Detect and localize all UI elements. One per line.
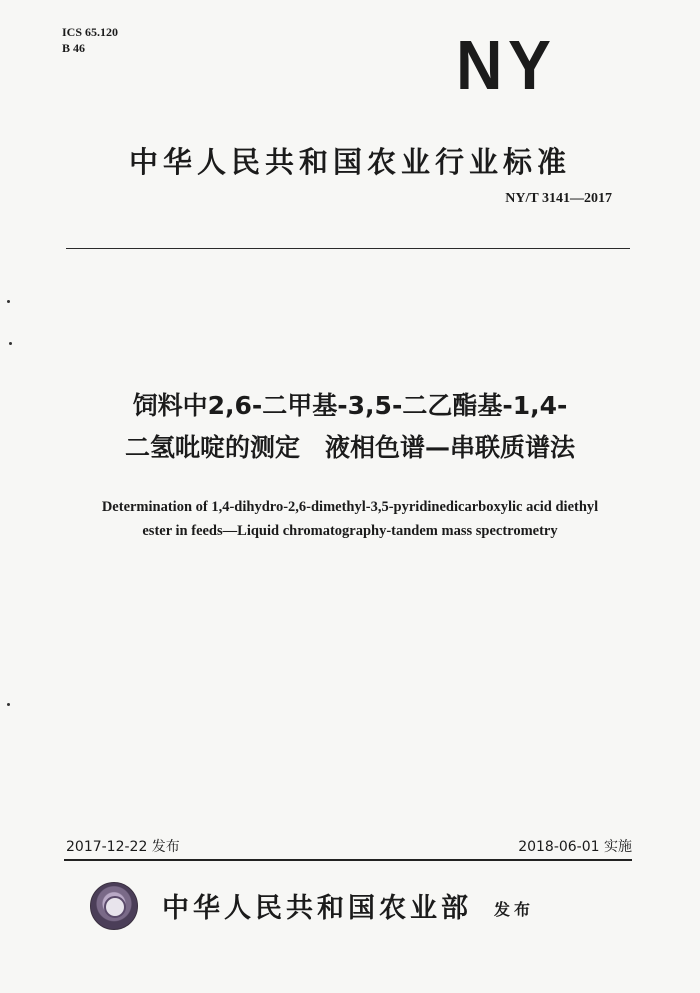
scan-speck (7, 703, 10, 706)
issue-label: 发布 (494, 900, 535, 919)
ministry-emblem-center (104, 896, 126, 918)
header-divider (66, 248, 630, 249)
standard-title: 中华人民共和国农业行业标准 (128, 145, 571, 179)
issue-date: 2017-12-22 发布 (66, 839, 180, 855)
chinese-title (0, 385, 700, 469)
ics-code: ICS 65.120 (62, 25, 119, 39)
footer-divider (64, 859, 632, 861)
implementation-date: 2018-06-01 实施 (518, 839, 632, 855)
english-title-line-1: Determination of 1,4-dihydro-2,6-dimethyl-3,5-pyridinedicarboxylic acid diethyl (101, 499, 599, 515)
chinese-title-line-2: 二氢吡啶的测定 液相色谱—串联质谱法 (124, 433, 575, 462)
scan-speck (9, 342, 12, 345)
english-title (0, 495, 700, 543)
ccs-code: B 46 (62, 41, 86, 55)
chinese-title-line-1: 饲料中2,6-二甲基-3,5-二乙酯基-1,4- (132, 391, 568, 420)
standard-number: NY/T 3141—2017 (505, 191, 612, 206)
classification-codes (62, 24, 118, 56)
ny-logo: NY (456, 26, 557, 104)
scan-speck (7, 300, 10, 303)
issuing-authority: 中华人民共和国农业部 (162, 893, 472, 924)
english-title-line-2: ester in feeds—Liquid chromatography-tandem mass spectrometry (142, 523, 558, 539)
